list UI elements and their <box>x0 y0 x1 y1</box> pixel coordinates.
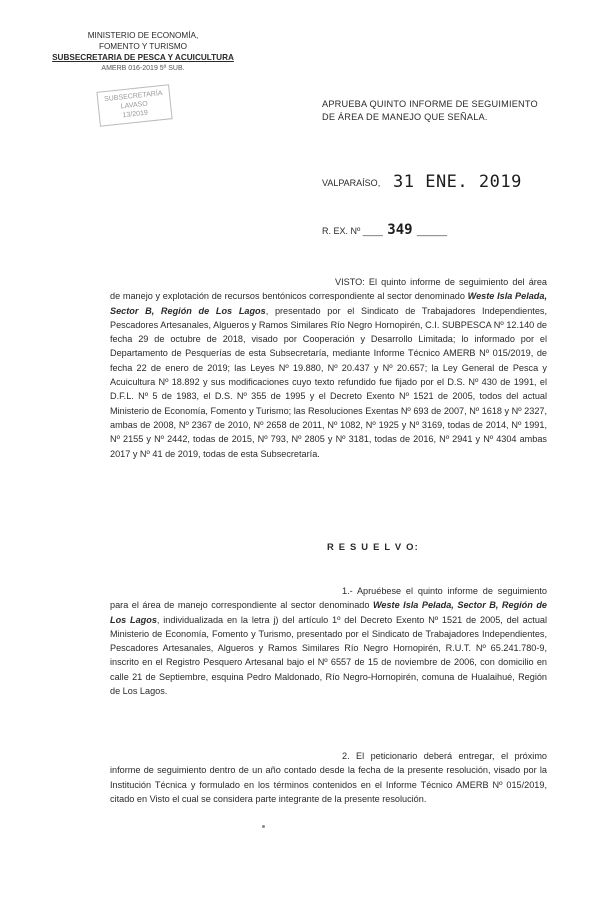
letterhead <box>48 30 238 74</box>
document-subject: APRUEBA QUINTO INFORME DE SEGUIMIENTO DE ÁREA DE MANEJO QUE SEÑALA. <box>322 99 538 122</box>
document-date: 31 ENE. 2019 <box>393 172 522 192</box>
visto-sector-name: Weste Isla Pelada, Sector B, Región de Los Lagos <box>110 291 547 316</box>
ministry-subtitle: FOMENTO Y TURISMO <box>98 42 188 51</box>
place-label: VALPARAÍSO, <box>322 178 381 188</box>
resuelvo-heading: R E S U E L V O: <box>327 541 419 552</box>
resolution-item-2 <box>110 749 547 806</box>
subsecretaria-name: SUBSECRETARIA DE PESCA Y ACUICULTURA <box>52 53 234 62</box>
visto-paragraph <box>110 275 547 461</box>
item1-sector-name: Weste Isla Pelada, Sector B, Región de Los Lagos <box>110 600 547 625</box>
resolution-underline: ______ <box>417 226 448 236</box>
item2-text: 2. El peticionario deberá entregar, el próximo informe de seguimiento dentro de un año contado desde la fecha de la presente resolución, visado por la Institución Técnica y formulado en los términos contenidos en el Informe Técnico AMERB Nº 015/2019, citado en Visto el cual se considera parte integrante de la presente resolución. <box>110 751 547 804</box>
item1-rest: , individualizada en la letra j) del artículo 1º del Decreto Exento Nº 1521 de 2005, del actual Ministerio de Economía, Fomento y Turismo, presentado por el Sindicato de Trabajadores Independientes, Pescadores Artesanales, Algueros y Ramos Similares Río Negro Hornopirén, R.U.T. Nº 65.241.780-9, inscrito en el Registro Pesquero Artesanal bajo el Nº 6557 de 15 de noviembre de 2006, con domicilio en calle 21 de Septiembre, esquina Pedro Maldonado, Río Negro-Hornopirén, comuna de Hualaihué, Región de Los Lagos. <box>110 614 548 697</box>
ministry-name: MINISTERIO DE ECONOMÍA, <box>87 31 199 40</box>
item1-lead: 1.- Apruébese el quinto informe de seguimiento para el área de manejo correspondiente al sector denominado <box>110 586 547 611</box>
file-reference: AMERB 016-2019 5ª SUB. <box>101 65 185 72</box>
received-stamp: SUBSECRETARÍA LAVASO 13/2019 <box>96 84 172 126</box>
resolution-number-line <box>322 221 447 239</box>
resolution-number: 349 <box>387 222 413 238</box>
visto-rest: , presentado por el Sindicato de Trabajadores Independientes, Pescadores Artesanales, Algueros y Ramos Similares Río Negro Hornopirén, C.I. SUBPESCA Nº 12.140 de fecha 29 de octubre de 2018, visado por Cooperación y Desarrollo Limitada; lo informado por el Departamento de Pesquerías de esta Subsecretaría, mediante Informe Técnico AMERB Nº 015/2019, de fecha 22 de enero de 2019; las Leyes Nº 19.880, Nº 20.437 y Nº 20.657; la Ley General de Pesca y Acuicultura Nº 18.892 y sus modificaciones cuyo texto refundido fue fijado por el D.S. Nº 430 de 1991, el D.F.L. Nº 5 de 1983, el D.S. Nº 355 de 1995 y el Decreto Exento Nº 1521 de 2005, todos del actual Ministerio de Economía, Fomento y Turismo; las Resoluciones Exentas Nº 693 de 2007, Nº 1618 y Nº 2327, ambas de 2008, Nº 2367 de 2010, Nº 2658 de 2011, Nº 1082, Nº 1925 y Nº 3169, todas de 2014, Nº 1991, Nº 2155 y Nº 2442, todas de 2015, Nº 793, Nº 2805 y Nº 3181, todas de 2016, Nº 2941 y Nº 4304 ambas 2017 y Nº 41 de 2019, todas de esta Subsecretaría. <box>110 305 547 459</box>
visto-lead: VISTO: El quinto informe de seguimiento del área de manejo y explotación de recursos bentónicos correspondiente al sector denominado <box>110 277 547 302</box>
resolution-label: R. EX. Nº ____ <box>322 226 383 236</box>
scan-speck <box>262 825 265 828</box>
resolution-item-1 <box>110 584 547 698</box>
